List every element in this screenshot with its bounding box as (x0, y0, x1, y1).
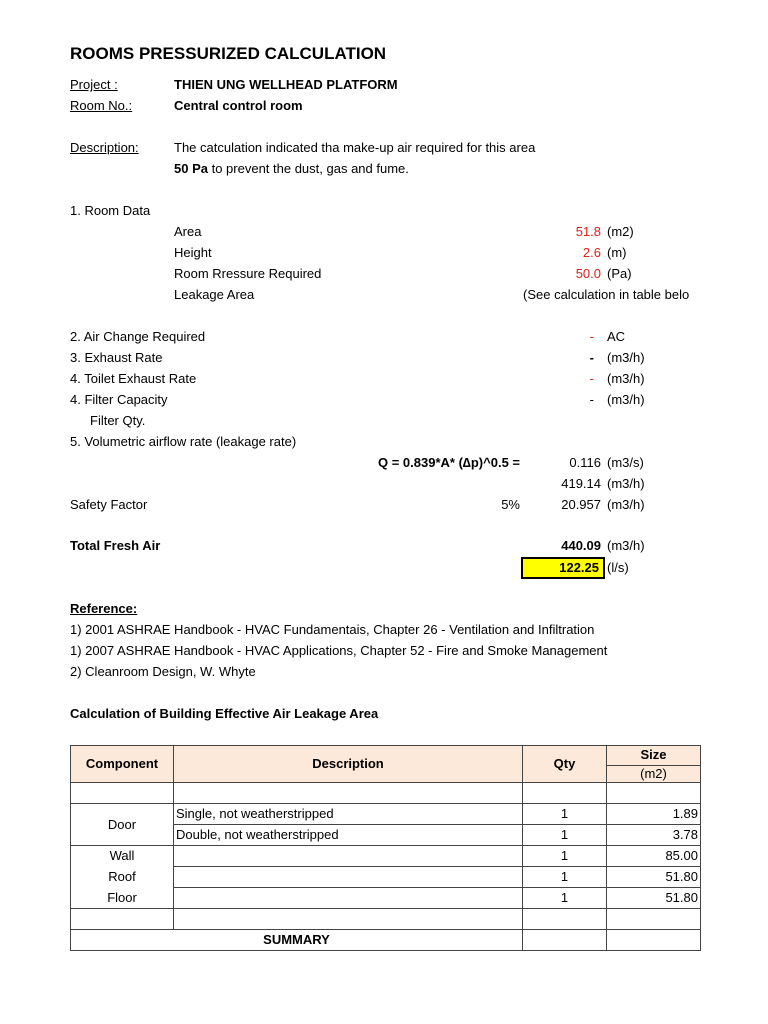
row-qty: 1 (523, 825, 607, 846)
reference-item: 1) 2001 ASHRAE Handbook - HVAC Fundamentais, Chapter 26 - Ventilation and Infiltration (70, 622, 595, 637)
row-size: 51.80 (607, 867, 701, 888)
total-fresh-air-label: Total Fresh Air (70, 538, 161, 553)
toilet-exhaust-label: 4. Toilet Exhaust Rate (70, 371, 197, 386)
safety-factor-value: 20.957 (561, 497, 601, 512)
row-qty: 1 (523, 804, 607, 825)
total-m3h-unit: (m3/h) (607, 538, 645, 553)
room-data-heading: 1. Room Data (70, 203, 151, 218)
filter-capacity-value: - (589, 392, 594, 407)
header-description: Description (174, 746, 523, 783)
header-size: Size (607, 746, 701, 766)
filter-capacity-unit: (m3/h) (607, 392, 645, 407)
description-line2 (174, 161, 409, 177)
page-title: ROOMS PRESSURIZED CALCULATION (70, 44, 387, 63)
row-size: 3.78 (607, 825, 701, 846)
project-label: Project : (70, 77, 118, 92)
component-floor: Floor (71, 888, 174, 909)
reference-item: 1) 2007 ASHRAE Handbook - HVAC Applications, Chapter 52 - Fire and Smoke Management (70, 643, 608, 658)
reference-heading: Reference: (70, 601, 138, 616)
table-row (71, 888, 701, 909)
component-roof: Roof (71, 867, 174, 888)
safety-factor-percent: 5% (501, 497, 520, 512)
row-qty: 1 (523, 888, 607, 909)
row-size: 51.80 (607, 888, 701, 909)
volumetric-label: 5. Volumetric airflow rate (leakage rate) (70, 434, 297, 449)
safety-factor-unit: (m3/h) (607, 497, 645, 512)
formula: Q = 0.839*A* (∆p)^0.5 = (378, 455, 520, 470)
area-label: Area (174, 224, 202, 239)
leakage-area-label: Leakage Area (174, 287, 255, 302)
component-door: Door (71, 804, 174, 846)
exhaust-rate-unit: (m3/h) (607, 350, 645, 365)
table-row (71, 804, 701, 825)
filter-qty-label: Filter Qty. (90, 413, 146, 428)
room-no-label: Room No.: (70, 98, 133, 113)
area-value: 51.8 (575, 224, 601, 239)
flow-m3h-unit: (m3/h) (607, 476, 645, 491)
toilet-exhaust-unit: (m3/h) (607, 371, 645, 386)
row-qty: 1 (523, 867, 607, 888)
table-row (71, 867, 701, 888)
description-line2-rest: to prevent the dust, gas and fume. (207, 161, 409, 176)
filter-capacity-label: 4. Filter Capacity (70, 392, 168, 407)
total-m3h-value: 440.09 (561, 538, 601, 553)
header-size-unit: (m2) (607, 765, 701, 782)
room-no-value: Central control room (174, 98, 303, 113)
pressure-unit: (Pa) (607, 266, 632, 281)
safety-factor-label: Safety Factor (70, 497, 148, 512)
height-value: 2.6 (582, 245, 601, 260)
description-label: Description: (70, 140, 139, 155)
flow-m3s-value: 0.116 (569, 455, 601, 470)
leakage-table-heading: Calculation of Building Effective Air Leakage Area (70, 706, 379, 721)
row-description: Single, not weatherstripped (174, 804, 523, 825)
row-qty: 1 (523, 846, 607, 867)
row-description: Double, not weatherstripped (174, 825, 523, 846)
total-ls-unit: (l/s) (607, 560, 629, 575)
area-unit: (m2) (607, 224, 634, 239)
leakage-area-note: (See calculation in table belo (523, 287, 690, 302)
reference-item: 2) Cleanroom Design, W. Whyte (70, 664, 256, 679)
row-size: 1.89 (607, 804, 701, 825)
toilet-exhaust-value: - (589, 371, 594, 386)
description-line1: The catculation indicated tha make-up air required for this area (174, 140, 536, 155)
exhaust-rate-value: - (589, 350, 594, 365)
pressure-label: Room Rressure Required (174, 266, 322, 281)
table-row (71, 783, 701, 804)
leakage-table (70, 745, 701, 951)
total-ls-value: 122.25 (521, 557, 605, 579)
flow-m3s-unit: (m3/s) (607, 455, 644, 470)
flow-m3h-value: 419.14 (561, 476, 601, 491)
pressure-required-value: 50.0 (575, 266, 601, 281)
project-value: THIEN UNG WELLHEAD PLATFORM (174, 77, 398, 92)
pressure-value: 50 Pa (174, 161, 208, 176)
summary-label: SUMMARY (71, 930, 523, 951)
summary-row (71, 930, 701, 951)
air-change-label: 2. Air Change Required (70, 329, 206, 344)
air-change-unit: AC (607, 329, 626, 344)
height-unit: (m) (607, 245, 627, 260)
exhaust-rate-label: 3. Exhaust Rate (70, 350, 163, 365)
header-qty: Qty (523, 746, 607, 783)
air-change-value: - (589, 329, 594, 344)
table-row (71, 846, 701, 867)
component-wall: Wall (71, 846, 174, 867)
table-row (71, 909, 701, 930)
height-label: Height (174, 245, 212, 260)
row-size: 85.00 (607, 846, 701, 867)
header-component: Component (71, 746, 174, 783)
